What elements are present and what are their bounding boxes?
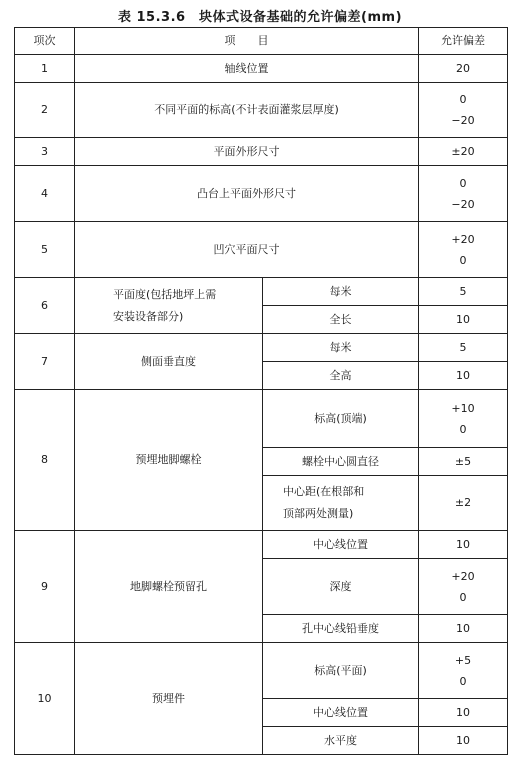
deviation-upper: +5 xyxy=(454,653,472,667)
deviation-upper: +10 xyxy=(451,401,475,415)
table-row xyxy=(15,643,508,699)
row-item: 预埋件 xyxy=(75,643,263,755)
deviation-lower: −20 xyxy=(451,114,475,127)
row-index: 6 xyxy=(15,278,75,334)
row-index: 5 xyxy=(15,222,75,278)
deviation-lower: 0 xyxy=(459,674,467,688)
row-item: 凹穴平面尺寸 xyxy=(75,222,419,278)
deviation-lower: 0 xyxy=(459,253,467,267)
row-item: 平面外形尺寸 xyxy=(75,138,419,166)
header-row xyxy=(15,28,508,55)
row-deviation: 10 xyxy=(419,531,508,559)
row-item: 侧面垂直度 xyxy=(75,334,263,390)
row-deviation xyxy=(419,222,508,278)
sub-item: 每米 xyxy=(263,278,419,306)
sub-item: 标高(顶端) xyxy=(263,390,419,448)
sub-item: 中心线位置 xyxy=(263,531,419,559)
row-deviation: ±20 xyxy=(419,138,508,166)
row-deviation xyxy=(419,643,508,699)
row-deviation: 10 xyxy=(419,699,508,727)
sub-item: 每米 xyxy=(263,334,419,362)
deviation-lower: 0 xyxy=(459,422,467,436)
header-deviation: 允许偏差 xyxy=(419,28,508,55)
sub-item: 全长 xyxy=(263,306,419,334)
header-index: 项次 xyxy=(15,28,75,55)
table-row xyxy=(15,55,508,83)
sub-item-line: 中心距(在根部和 xyxy=(283,485,365,498)
table-row xyxy=(15,138,508,166)
row-index: 8 xyxy=(15,390,75,531)
table-row xyxy=(15,531,508,559)
sub-item: 水平度 xyxy=(263,727,419,755)
sub-item: 深度 xyxy=(263,559,419,615)
row-deviation: 10 xyxy=(419,615,508,643)
row-index: 7 xyxy=(15,334,75,390)
row-item: 不同平面的标高(不计表面灌浆层厚度) xyxy=(75,83,419,138)
table-row xyxy=(15,390,508,448)
row-deviation xyxy=(419,390,508,448)
deviation-upper: 0 xyxy=(459,93,467,106)
table-title: 表 15.3.6 块体式设备基础的允许偏差(mm) xyxy=(117,10,403,25)
row-item xyxy=(75,278,263,334)
row-deviation xyxy=(419,166,508,222)
sub-item-line: 顶部两处测量) xyxy=(283,507,354,520)
row-index: 9 xyxy=(15,531,75,643)
row-index: 1 xyxy=(15,55,75,83)
row-item-line: 平面度(包括地坪上需 xyxy=(113,287,217,301)
deviation-upper: 0 xyxy=(459,176,467,190)
deviation-lower: −20 xyxy=(451,197,475,211)
row-index: 4 xyxy=(15,166,75,222)
table-row xyxy=(15,166,508,222)
row-deviation: 10 xyxy=(419,362,508,390)
sub-item xyxy=(263,476,419,531)
row-deviation xyxy=(419,83,508,138)
row-index: 2 xyxy=(15,83,75,138)
deviation-lower: 0 xyxy=(459,590,467,604)
row-index: 3 xyxy=(15,138,75,166)
row-item-line: 安装设备部分) xyxy=(113,309,184,323)
row-item: 轴线位置 xyxy=(75,55,419,83)
table-row xyxy=(15,278,508,306)
table-row xyxy=(15,334,508,362)
row-deviation: ±2 xyxy=(419,476,508,531)
row-deviation: 5 xyxy=(419,334,508,362)
row-deviation: 10 xyxy=(419,727,508,755)
row-item: 地脚螺栓预留孔 xyxy=(75,531,263,643)
row-deviation: 10 xyxy=(419,306,508,334)
header-item: 项 目 xyxy=(75,28,419,55)
sub-item: 孔中心线铅垂度 xyxy=(263,615,419,643)
sub-item: 中心线位置 xyxy=(263,699,419,727)
deviation-upper: +20 xyxy=(451,232,475,246)
sub-item: 标高(平面) xyxy=(263,643,419,699)
row-deviation: ±5 xyxy=(419,448,508,476)
row-deviation: 20 xyxy=(419,55,508,83)
row-item: 凸台上平面外形尺寸 xyxy=(75,166,419,222)
table-row xyxy=(15,222,508,278)
deviation-upper: +20 xyxy=(451,569,475,583)
row-index: 10 xyxy=(15,643,75,755)
row-deviation: 5 xyxy=(419,278,508,306)
sub-item: 全高 xyxy=(263,362,419,390)
row-deviation xyxy=(419,559,508,615)
deviation-table xyxy=(14,27,508,755)
table-row xyxy=(15,83,508,138)
row-item: 预埋地脚螺栓 xyxy=(75,390,263,531)
sub-item: 螺栓中心圆直径 xyxy=(263,448,419,476)
